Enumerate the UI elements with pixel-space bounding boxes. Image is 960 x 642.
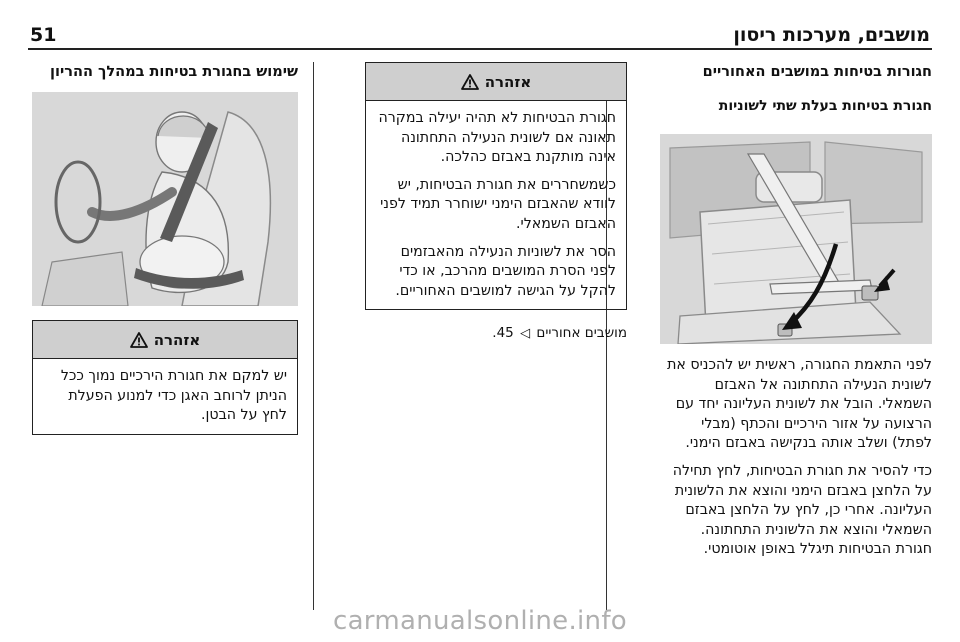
cross-reference-text: מושבים אחוריים — [536, 325, 627, 342]
warning-triangle-icon — [461, 74, 479, 90]
watermark: carmanualsonline.info — [332, 606, 627, 636]
section-heading: חגורות בטיחות במושבים האחוריים — [702, 64, 932, 80]
cross-reference[interactable] — [365, 324, 627, 343]
section-subheading: חגורת בטיחות בעלת שתי לשוניות — [718, 98, 932, 114]
header-rule — [28, 48, 932, 50]
page-header — [28, 22, 932, 50]
page-number: 51 — [30, 24, 57, 46]
left-column — [32, 62, 298, 435]
middle-column — [365, 62, 627, 343]
warning-paragraph-1: חגורת הבטיחות לא תהיה יעילה במקרה תאונה אם לשונית הנעילה התחתונה אינה מותקנת באבזם כהלכה. — [378, 110, 616, 166]
rear-seat-belt-illustration — [660, 134, 932, 344]
instruction-paragraph-2: כדי להסיר את חגורת הבטיחות, לחץ תחילה על הלחצן באבזם הימני והוצא את הלשונית העליונה. אחרי כן, לחץ על הלחצן באבזם השמאלי והוצא את הלשונית התחתונה. חגורת הבטיחות תיגלל באופן אוטומטי. — [672, 462, 932, 558]
instruction-paragraph-1: לפני התאמת החגורה, ראשית יש להכניס את לשונית הנעילה התחתונה אל האבזם השמאלי. הובל את לשונית העליונה יחד עם הרצועה על אזור הירכיים והכתף (מבלי לפתל) ושלב אותה בנקישה באבזם הימני. — [667, 357, 932, 452]
warning-body-pregnancy — [33, 359, 297, 434]
warning-header — [366, 63, 626, 101]
pregnant-driver-seat-belt-illustration — [32, 92, 298, 306]
right-column — [660, 62, 932, 560]
cross-reference-page: 45. — [492, 325, 514, 342]
warning-title: אזהרה — [484, 72, 532, 91]
page-reference-icon: ◁ — [520, 326, 531, 342]
warning-paragraph-pregnancy: יש למקם את חגורת הירכיים נמוך ככל הניתן לרוחב האגן כדי למנוע הפעלת לחץ על הבטן. — [60, 368, 287, 424]
warning-title-pregnancy: אזהרה — [153, 330, 201, 349]
warning-body — [366, 101, 626, 309]
warning-triangle-icon — [130, 332, 148, 348]
warning-box-rear-belt — [365, 62, 627, 310]
warning-paragraph-3: הסר את לשוניות הנעילה מהאבזמים לפני הסרת המושבים מהרכב, או כדי להקל על הגישה למושבים האחוריים. — [395, 243, 616, 299]
warning-paragraph-2: כשמשחררים את חגורת הבטיחות, יש לוודא שהאבזם הימני ישוחרר תמיד לפני האבזם השמאלי. — [380, 176, 616, 232]
warning-box-pregnancy — [32, 320, 298, 435]
column-divider-left — [313, 62, 314, 610]
warning-header-pregnancy — [33, 321, 297, 359]
section-heading-pregnancy: שימוש בחגורת בטיחות במהלך ההריון — [50, 64, 298, 80]
running-title: מושבים, מערכות ריסון — [733, 24, 930, 46]
